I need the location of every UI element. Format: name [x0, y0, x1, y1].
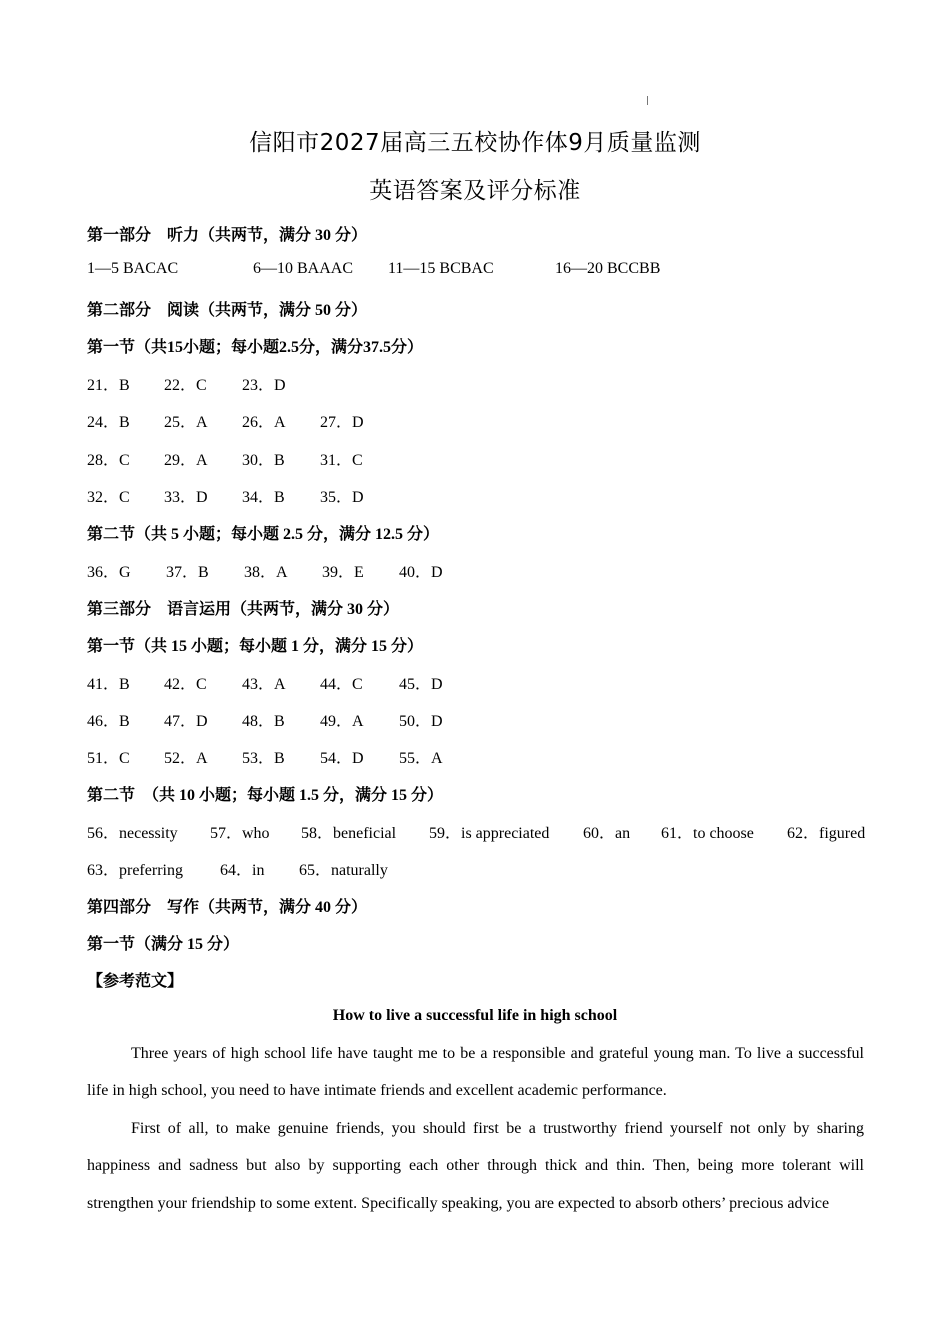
answer-item: 54．D — [320, 750, 364, 767]
answer-item: 59．is appreciated — [429, 825, 550, 842]
part3-section2-heading: 第二节 （共 10 小题；每小题 1.5 分，满分 15 分） — [87, 787, 444, 804]
part4-heading: 第四部分 写作（共两节，满分 40 分） — [87, 899, 368, 916]
answer-item: 23．D — [242, 377, 286, 394]
answer-row — [87, 857, 487, 877]
answer-item: 50．D — [399, 713, 443, 730]
answer-item: 40．D — [399, 564, 443, 581]
answer-item: 28．C — [87, 452, 130, 469]
answer-row — [87, 671, 507, 691]
answer-item: 63．preferring — [87, 862, 183, 879]
answer-item: 58．beneficial — [301, 825, 397, 842]
answer-item: 43．A — [242, 676, 286, 693]
part2-heading: 第二部分 阅读（共两节，满分 50 分） — [87, 302, 368, 319]
part1-heading: 第一部分 听力（共两节，满分 30 分） — [87, 227, 368, 244]
answer-item: 41．B — [87, 676, 130, 693]
answer-group: 16—20 BCCBB — [555, 260, 661, 277]
answer-item: 22．C — [164, 377, 207, 394]
answer-item: 31．C — [320, 452, 363, 469]
answer-row — [87, 484, 487, 504]
answer-item: 61．to choose — [661, 825, 754, 842]
answer-item: 26．A — [242, 414, 286, 431]
answer-item: 24．B — [87, 414, 130, 431]
answer-item: 44．C — [320, 676, 363, 693]
answer-item: 29．A — [164, 452, 208, 469]
page-title: 信阳市2027届高三五校协作体9月质量监测 — [249, 130, 701, 156]
sample-essay-label: 【参考范文】 — [87, 973, 184, 990]
answer-item: 57．who — [210, 825, 270, 842]
answer-group: 11—15 BCBAC — [388, 260, 494, 277]
answer-row — [87, 372, 487, 392]
answer-row — [87, 447, 487, 467]
answer-item: 49．A — [320, 713, 364, 730]
part3-section1-heading: 第一节（共 15 小题；每小题 1 分，满分 15 分） — [87, 638, 424, 655]
answer-item: 33．D — [164, 489, 208, 506]
page-subtitle: 英语答案及评分标准 — [369, 178, 581, 204]
answer-item: 38．A — [244, 564, 288, 581]
answer-item: 42．C — [164, 676, 207, 693]
answer-item: 27．D — [320, 414, 364, 431]
margin-mark — [647, 96, 648, 105]
answer-item: 37．B — [166, 564, 209, 581]
answer-item: 39．E — [322, 564, 364, 581]
answer-item: 65．naturally — [299, 862, 388, 879]
answer-item: 60．an — [583, 825, 631, 842]
answer-item: 25．A — [164, 414, 208, 431]
part1-answers — [87, 260, 867, 280]
answer-item: 56．necessity — [87, 825, 178, 842]
answer-item: 36．G — [87, 564, 131, 581]
answer-item: 32．C — [87, 489, 130, 506]
answer-item: 53．B — [242, 750, 285, 767]
answer-row — [87, 559, 507, 579]
part2-section1-heading: 第一节（共15小题；每小题2.5分，满分37.5分） — [87, 339, 424, 356]
answer-row — [87, 409, 487, 429]
essay-paragraph: First of all, to make genuine friends, you should first be a trustworthy friend yourself not only by sharing happiness and sadness but also by supporting each other through thick and thin. Then, being more tolerant will strengthen your friendship to some extent. Specifically speaking, you are expected to absorb others’ precious advice — [87, 1120, 864, 1212]
answer-item: 64．in — [220, 862, 265, 879]
part4-section1-heading: 第一节（满分 15 分） — [87, 936, 240, 953]
answer-item: 30．B — [242, 452, 285, 469]
answer-row — [87, 708, 507, 728]
answer-item: 62．figured — [787, 825, 866, 842]
part2-section2-heading: 第二节（共 5 小题；每小题 2.5 分，满分 12.5 分） — [87, 526, 440, 543]
answer-item: 45．D — [399, 676, 443, 693]
answer-item: 48．B — [242, 713, 285, 730]
essay-title: How to live a successful life in high school — [332, 1007, 618, 1024]
answer-item: 51．C — [87, 750, 130, 767]
answer-item: 47．D — [164, 713, 208, 730]
part3-heading: 第三部分 语言运用（共两节，满分 30 分） — [87, 601, 400, 618]
essay-paragraph: Three years of high school life have taught me to be a responsible and grateful young man. To live a successful life in high school, you need to have intimate friends and excellent academic performance. — [87, 1045, 864, 1100]
answer-row — [87, 820, 867, 840]
answer-group: 1—5 BACAC — [87, 260, 179, 277]
answer-item: 46．B — [87, 713, 130, 730]
answer-item: 35．D — [320, 489, 364, 506]
answer-item: 21．B — [87, 377, 130, 394]
answer-item: 55．A — [399, 750, 443, 767]
answer-group: 6—10 BAAAC — [253, 260, 354, 277]
answer-item: 52．A — [164, 750, 208, 767]
answer-row — [87, 745, 507, 765]
answer-item: 34．B — [242, 489, 285, 506]
